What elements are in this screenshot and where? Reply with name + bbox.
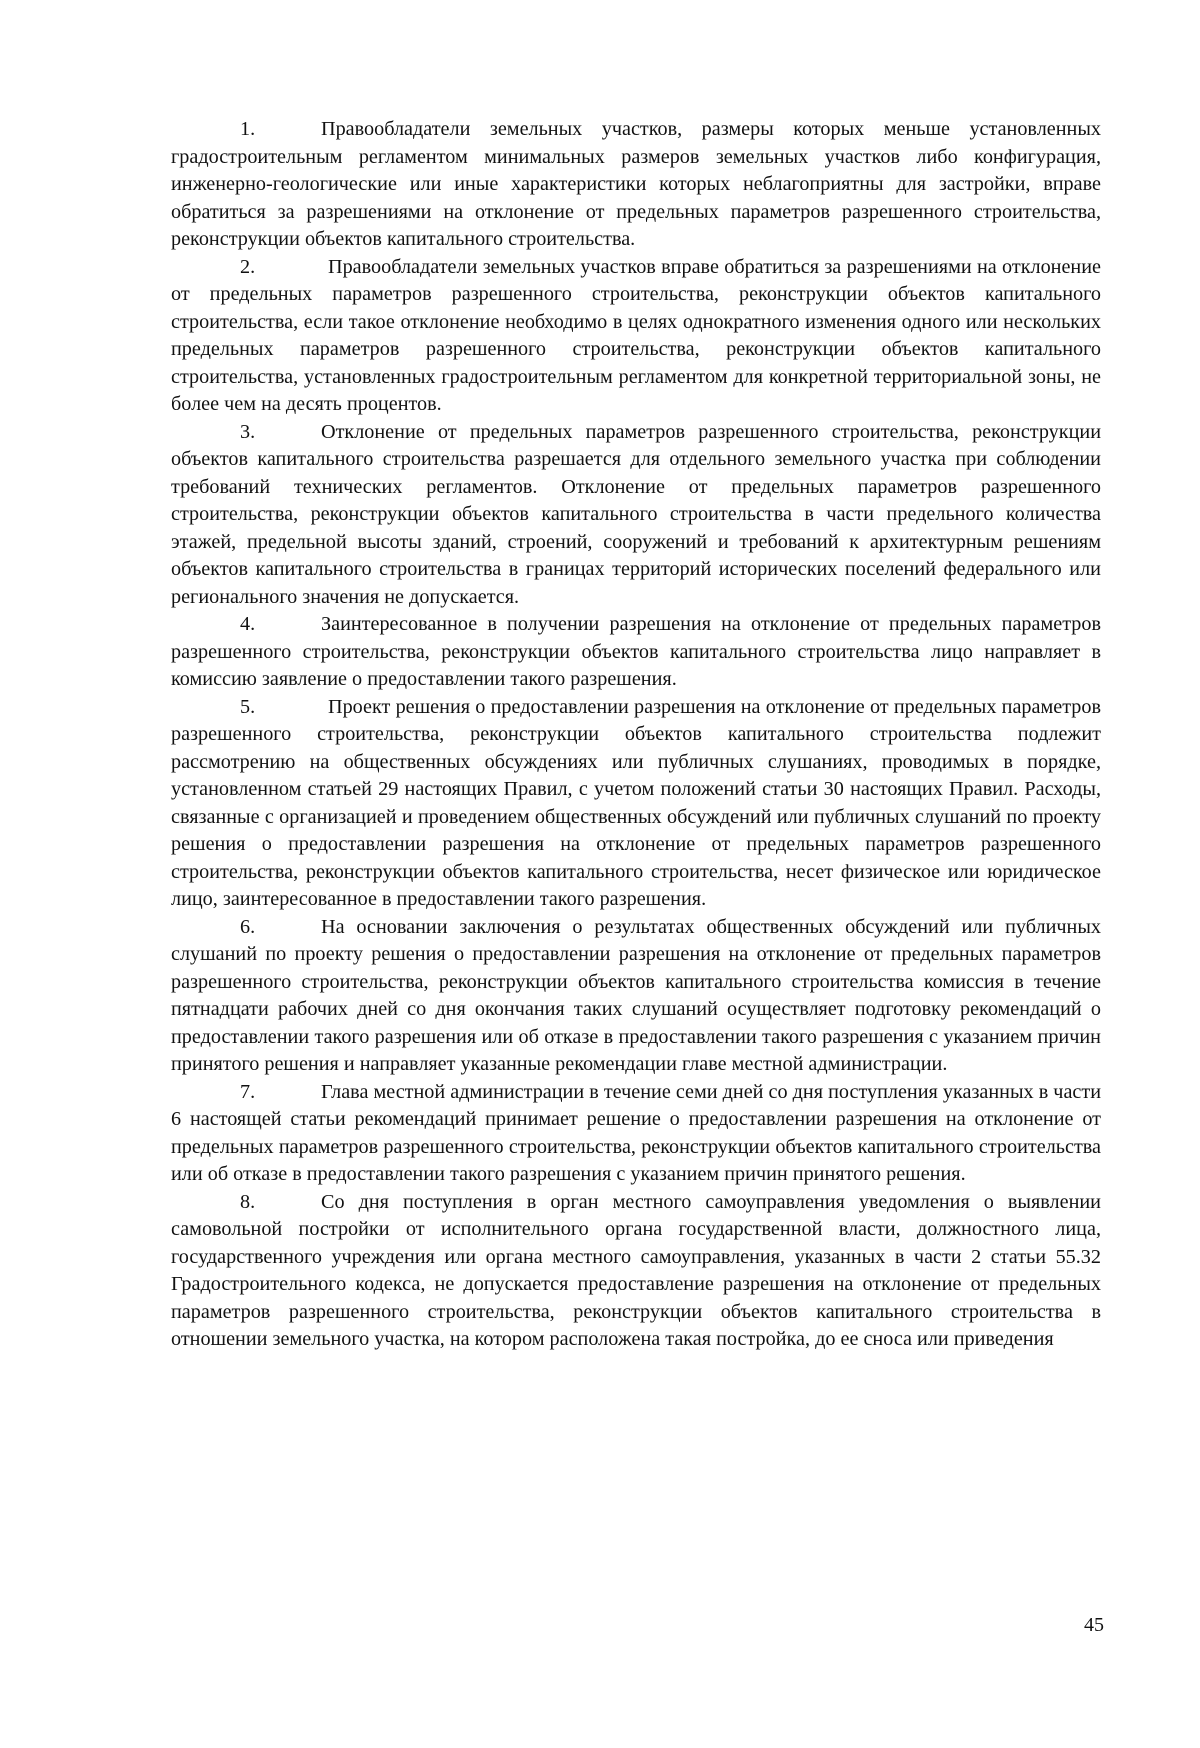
paragraph-number: 6. [240,915,256,938]
paragraph-text: Правообладатели земельных участков, размеры которых меньше установленных градостроительным регламентом минимальных размеров земельных участков либо конфигурация, инженерно-геологические или иные характеристики которых неблагоприятны для застройки, вправе обратиться за разрешениями на отклонение от предельных параметров разрешенного строительства, реконструкции объектов капитального строительства. [171,118,1101,250]
paragraph-number: 3. [240,420,256,443]
paragraph-2 [171,254,1101,419]
paragraph-8 [171,1189,1101,1354]
paragraph-number: 1. [240,118,256,140]
paragraph-7 [171,1079,1101,1189]
paragraph-text: Со дня поступления в орган местного самоуправления уведомления о выявлении самовольной постройки от исполнительного органа государственной власти, должностного лица, государственного учреждения или органа местного самоуправления, указанных в части 2 статьи 55.32 Градостроительного кодекса, не допускается предоставление разрешения на отклонение от предельных параметров разрешенного строительства, реконструкции объектов капитального строительства в отношении земельного участка, на котором расположена такая постройка, до ее сноса или приведения [171,1190,1101,1350]
document-body [171,116,1101,1354]
paragraph-number: 4. [240,613,256,635]
paragraph-text: Правообладатели земельных участков вправе обратиться за разрешениями на отклонение от предельных параметров разрешенного строительства, реконструкции объектов капитального строительства, если такое отклонение необходимо в целях однократного изменения одного или нескольких предельных параметров разрешенного строительства, реконструкции объектов капитального строительства, установленных градостроительным регламентом для конкретной территориальной зоны, не более чем на десять процентов. [171,255,1101,415]
paragraph-4 [171,611,1101,694]
paragraph-text: Заинтересованное в получении разрешения на отклонение от предельных параметров разрешенного строительства, реконструкции объектов капитального строительства лицо направляет в комиссию заявление о предоставлении такого разрешения. [171,613,1101,690]
paragraph-number: 5. [240,695,256,718]
paragraph-text: На основании заключения о результатах общественных обсуждений или публичных слушаний по проекту решения о предоставлении разрешения на отклонение от предельных параметров разрешенного строительства, реконструкции объектов капитального строительства комиссия в течение пятнадцати рабочих дней со дня окончания таких слушаний осуществляет подготовку рекомендаций о предоставлении такого разрешения или об отказе в предоставлении такого разрешения с указанием причин принятого решения и направляет указанные рекомендации главе местной администрации. [171,915,1101,1075]
paragraph-5 [171,694,1101,914]
paragraph-text: Отклонение от предельных параметров разрешенного строительства, реконструкции объектов капитального строительства разрешается для отдельного земельного участка при соблюдении требований технических регламентов. Отклонение от предельных параметров разрешенного строительства, реконструкции объектов капитального строительства в части предельного количества этажей, предельной высоты зданий, строений, сооружений и требований к архитектурным решениям объектов капитального строительства в границах территорий исторических поселений федерального или регионального значения не допускается. [171,420,1101,608]
paragraph-number: 2. [240,255,256,278]
paragraph-text: Проект решения о предоставлении разрешения на отклонение от предельных параметров разрешенного строительства, реконструкции объектов капитального строительства подлежит рассмотрению на общественных обсуждениях или публичных слушаниях, проводимых в порядке, установленном статьей 29 настоящих Правил, с учетом положений статьи 30 настоящих Правил. Расходы, связанные с организацией и проведением общественных обсуждений или публичных слушаний по проекту решения о предоставлении разрешения на отклонение от предельных параметров разрешенного строительства, реконструкции объектов капитального строительства, несет физическое или юридическое лицо, заинтересованное в предоставлении такого разрешения. [171,695,1101,910]
paragraph-number: 8. [240,1190,256,1213]
paragraph-number: 7. [240,1080,256,1103]
paragraph-6 [171,914,1101,1079]
page-number: 45 [1084,1614,1104,1636]
paragraph-1 [171,116,1101,254]
paragraph-3 [171,419,1101,612]
paragraph-text: Глава местной администрации в течение семи дней со дня поступления указанных в части 6 настоящей статьи рекомендаций принимает решение о предоставлении разрешения на отклонение от предельных параметров разрешенного строительства, реконструкции объектов капитального строительства или об отказе в предоставлении такого разрешения с указанием причин принятого решения. [171,1080,1101,1185]
